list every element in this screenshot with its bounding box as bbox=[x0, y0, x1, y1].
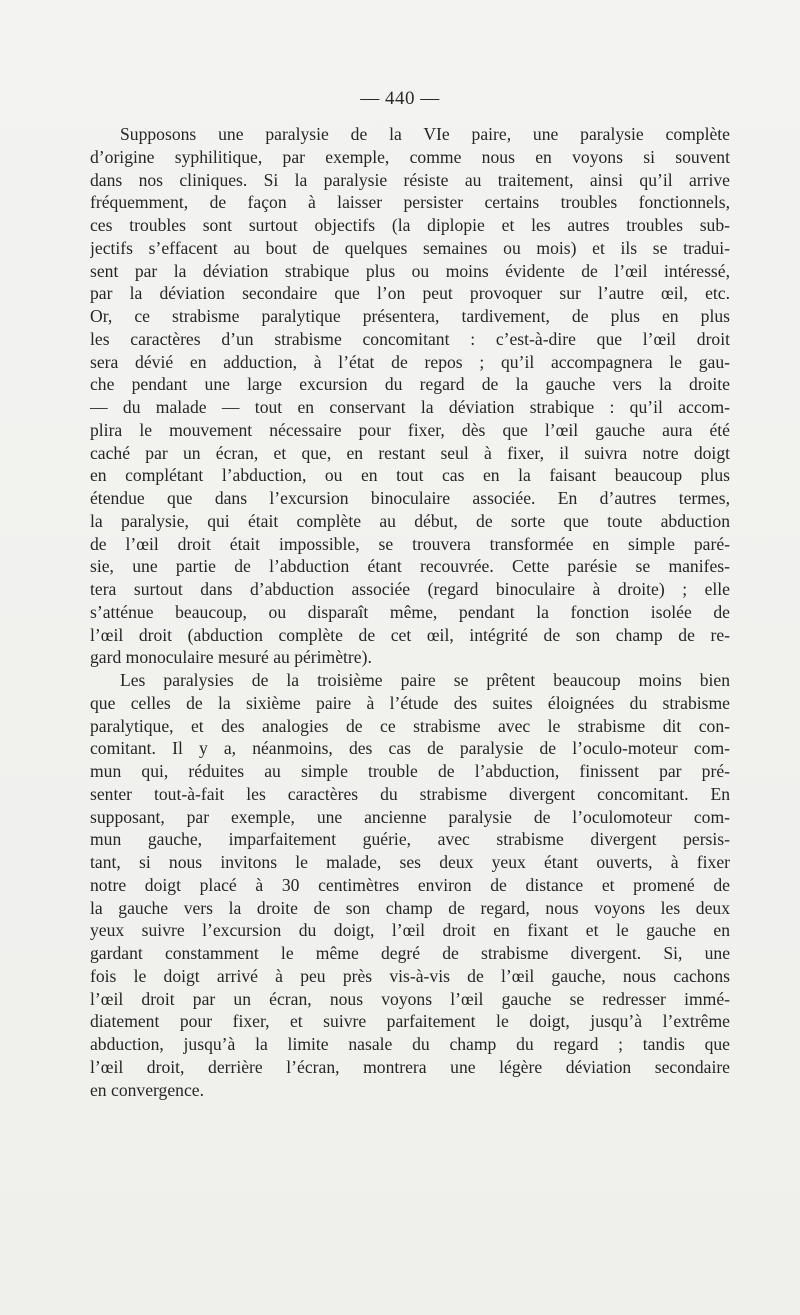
text-line: l’œil droit, derrière l’écran, montrera une légère déviation secondaire bbox=[90, 1056, 730, 1077]
text-line: abduction, jusqu’à la limite nasale du champ du regard ; tandis que bbox=[90, 1034, 730, 1054]
text-line: fois le doigt arrivé à peu près vis-à-vis de l’œil gauche, nous cachons bbox=[90, 965, 730, 986]
text-line: gardant constamment le même degré de strabisme divergent. Si, une bbox=[90, 943, 730, 963]
text-line: l’œil droit par un écran, nous voyons l’œil gauche se redresser immé- bbox=[90, 988, 730, 1009]
page-number: — 440 — bbox=[360, 88, 440, 109]
text-line: supposant, par exemple, une ancienne paralysie de l’oculomoteur com- bbox=[90, 806, 730, 827]
text-line: de l’œil droit était impossible, se trouvera transformée en simple paré- bbox=[90, 533, 730, 554]
text-line: fréquemment, de façon à laisser persister certains troubles fonctionnels, bbox=[90, 192, 730, 213]
text-line: en complétant l’abduction, ou en tout cas en la faisant beaucoup plus bbox=[90, 465, 730, 486]
text-line: Or, ce strabisme paralytique présentera, tardivement, de plus en plus bbox=[90, 306, 730, 326]
text-line: che pendant une large excursion du regard de la gauche vers la droite bbox=[90, 374, 730, 395]
text-line: yeux suivre l’excursion du doigt, l’œil droit en fixant et le gauche en bbox=[90, 920, 730, 941]
text-line: jectifs s’effacent au bout de quelques semaines ou mois) et ils se tradui- bbox=[90, 237, 730, 258]
text-line: notre doigt placé à 30 centimètres environ de distance et promené de bbox=[90, 874, 730, 895]
text-line: mun qui, réduites au simple trouble de l’abduction, finissent par pré- bbox=[90, 761, 730, 781]
body-text bbox=[90, 123, 730, 1101]
text-line: que celles de la sixième paire à l’étude des suites éloignées du strabisme bbox=[90, 692, 730, 713]
text-line: — du malade — tout en conservant la déviation strabique : qu’il accom- bbox=[90, 397, 730, 417]
text-line: sera dévié en adduction, à l’état de repos ; qu’il accompagnera le gau- bbox=[90, 351, 730, 372]
text-line: en convergence. bbox=[90, 1079, 204, 1100]
text-line: diatement pour fixer, et suivre parfaitement le doigt, jusqu’à l’extrême bbox=[90, 1011, 730, 1032]
text-line: sent par la déviation strabique plus ou moins évidente de l’œil intéressé, bbox=[90, 260, 730, 281]
text-line: gard monoculaire mesuré au périmètre). bbox=[90, 647, 372, 668]
text-line: les caractères d’un strabisme concomitant : c’est-à-dire que l’œil droit bbox=[90, 328, 730, 349]
text-line: tant, si nous invitons le malade, ses deux yeux étant ouverts, à fixer bbox=[90, 852, 730, 872]
text-line: senter tout-à-fait les caractères du strabisme divergent concomitant. En bbox=[90, 783, 730, 804]
text-line: étendue que dans l’excursion binoculaire associée. En d’autres termes, bbox=[90, 488, 730, 508]
text-line: ces troubles sont surtout objectifs (la diplopie et les autres troubles sub- bbox=[90, 215, 730, 235]
text-line: plira le mouvement nécessaire pour fixer, dès que l’œil gauche aura été bbox=[90, 419, 730, 440]
text-line: Supposons une paralysie de la VIe paire, une paralysie complète bbox=[120, 124, 730, 144]
text-line: paralytique, et des analogies de ce strabisme avec le strabisme dit con- bbox=[90, 715, 730, 736]
text-line: caché par un écran, et que, en restant seul à fixer, il suivra notre doigt bbox=[90, 442, 730, 463]
text-line: mun gauche, imparfaitement guérie, avec strabisme divergent persis- bbox=[90, 829, 730, 850]
text-line: par la déviation secondaire que l’on peut provoquer sur l’autre œil, etc. bbox=[90, 283, 730, 304]
text-line: la paralysie, qui était complète au début, de sorte que toute abduction bbox=[90, 510, 730, 531]
text-line: tera surtout dans d’abduction associée (regard binoculaire à droite) ; elle bbox=[90, 579, 730, 599]
text-line: la gauche vers la droite de son champ de regard, nous voyons les deux bbox=[90, 897, 730, 918]
text-line: l’œil droit (abduction complète de cet œil, intégrité de son champ de re- bbox=[90, 624, 730, 645]
text-line: sie, une partie de l’abduction étant recouvrée. Cette parésie se manifes- bbox=[90, 556, 730, 577]
text-line: comitant. Il y a, néanmoins, des cas de paralysie de l’oculo-moteur com- bbox=[90, 738, 730, 759]
text-line: dans nos cliniques. Si la paralysie résiste au traitement, ainsi qu’il arrive bbox=[90, 169, 730, 190]
text-line: s’atténue beaucoup, ou disparaît même, pendant la fonction isolée de bbox=[90, 601, 730, 622]
text-line: d’origine syphilitique, par exemple, comme nous en voyons si souvent bbox=[90, 146, 730, 167]
text-line: Les paralysies de la troisième paire se prêtent beaucoup moins bien bbox=[120, 670, 730, 690]
